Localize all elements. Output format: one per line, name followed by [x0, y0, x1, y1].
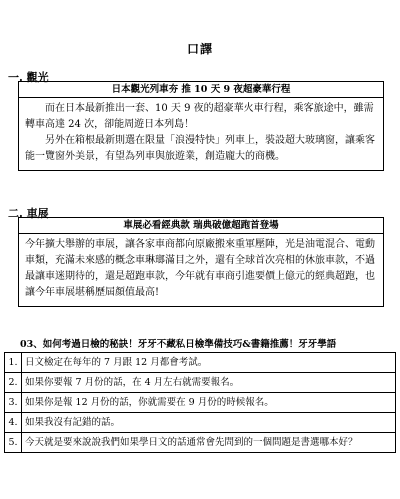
table-row [5, 353, 396, 373]
tourism-article-body [19, 98, 383, 170]
row-number: 5. [5, 433, 22, 453]
tourism-paragraph: 而在日本最新推出一套、10 天 9 夜的超豪華火車行程，乘客旅途中，雖需轉車高達 24 次，卻能周遊日本列島！ [25, 103, 374, 130]
row-text: 如果我沒有記錯的話。 [22, 413, 396, 433]
auto-show-article-box [18, 217, 384, 307]
row-text: 日文檢定在每年的 7 月跟 12 月都會考試。 [22, 353, 396, 373]
section-heading-jlpt: 03、如何考過日檢的秘訣！牙牙不藏私日檢準備技巧&書籍推薦！牙牙學語 [20, 339, 337, 350]
section-heading-tourism: 一. 觀光 [8, 71, 49, 84]
auto-show-paragraph: 今年擴大舉辦的車展，讓各家車商都向原廠搬來重軍壓陣，光是油電混合、電動車類，充滿未來感的概念車琳瑯滿目之外，還有全球首次亮相的休旅車款，不過最讓車迷期待的，還是超跑車款，今年就有車商引進要價上億元的經典超跑，也讓今年車展堪稱歷屆顏值最高! [25, 239, 375, 298]
table-row [5, 373, 396, 393]
table-row [5, 393, 396, 413]
tourism-paragraph: 另外在箱根最新則選在限量「浪漫特快」列車上，裝設超大玻璃窗，讓乘客能一覽窗外美景，有望為列車與旅遊業，創造龐大的商機。 [25, 135, 375, 162]
row-number: 2. [5, 373, 22, 393]
row-text: 今天就是要來說說我們如果學日文的話通常會先問到的一個問題是書選哪本好？ [22, 433, 396, 453]
table-row [5, 433, 396, 453]
row-number: 1. [5, 353, 22, 373]
row-text: 如果你是報 12 月份的話，你就需要在 9 月份的時候報名。 [22, 393, 396, 413]
row-number: 3. [5, 393, 22, 413]
document-title: 口譯 [186, 42, 213, 56]
tourism-article-title: 日本觀光列車夯 推 10 天 9 夜超豪華行程 [19, 82, 383, 98]
auto-show-article-body [19, 234, 383, 306]
row-number: 4. [5, 413, 22, 433]
section-heading-auto-show: 二. 車展 [8, 207, 49, 220]
table-row [5, 413, 396, 433]
auto-show-article-title: 車展必看經典款 瑞典破億超跑首登場 [19, 218, 383, 234]
row-text: 如果你要報 7 月份的話，在 4 月左右就需要報名。 [22, 373, 396, 393]
tourism-article-box [18, 81, 384, 171]
jlpt-sentence-table [4, 352, 396, 453]
